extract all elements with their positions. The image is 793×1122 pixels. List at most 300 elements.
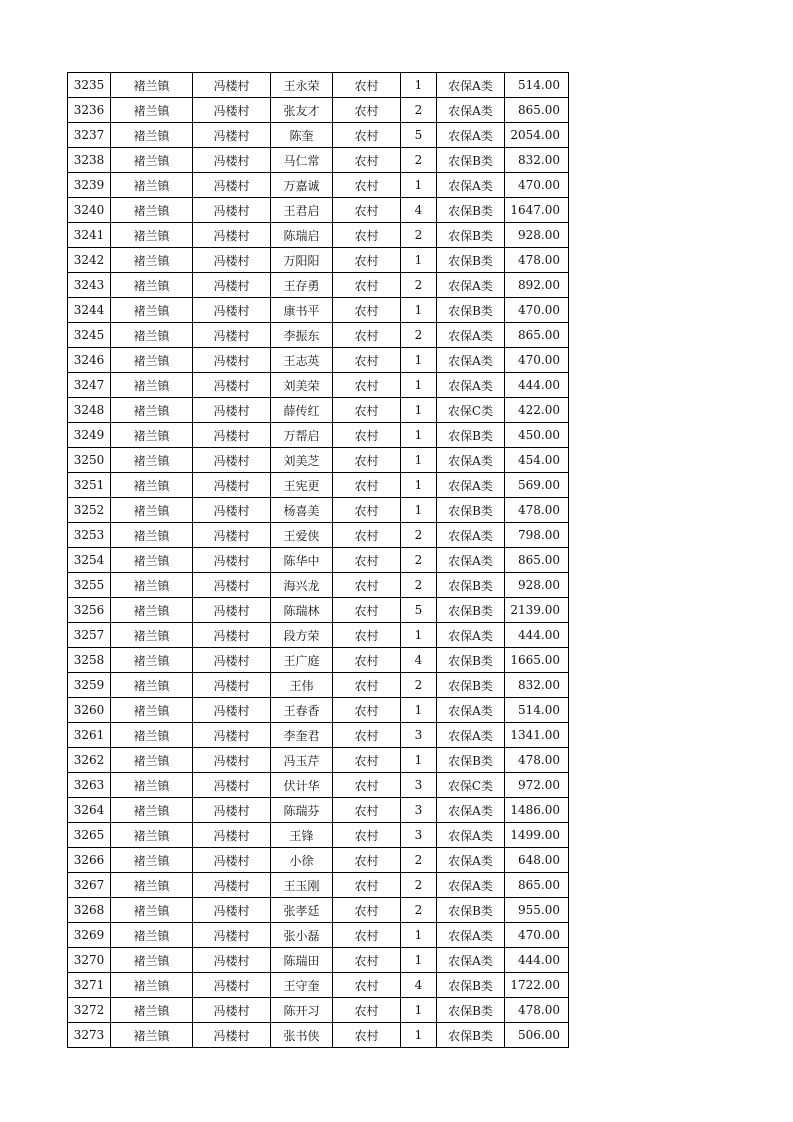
household-size-cell: 2	[401, 548, 437, 573]
household-type-cell: 农村	[333, 573, 401, 598]
amount-cell: 1486.00	[505, 798, 569, 823]
insurance-category-cell: 农保B类	[437, 148, 505, 173]
household-type-cell: 农村	[333, 423, 401, 448]
township-cell: 褚兰镇	[111, 923, 193, 948]
record-id-cell: 3240	[68, 198, 111, 223]
household-type-cell: 农村	[333, 548, 401, 573]
table-row	[68, 648, 569, 673]
amount-cell: 450.00	[505, 423, 569, 448]
amount-cell: 514.00	[505, 698, 569, 723]
name-cell: 王宪更	[271, 473, 333, 498]
name-cell: 王君启	[271, 198, 333, 223]
table-row	[68, 673, 569, 698]
name-cell: 小徐	[271, 848, 333, 873]
name-cell: 王志英	[271, 348, 333, 373]
record-id-cell: 3248	[68, 398, 111, 423]
table-row	[68, 373, 569, 398]
township-cell: 褚兰镇	[111, 698, 193, 723]
insurance-category-cell: 农保B类	[437, 748, 505, 773]
village-cell: 冯楼村	[193, 1023, 271, 1048]
amount-cell: 1499.00	[505, 823, 569, 848]
record-id-cell: 3266	[68, 848, 111, 873]
record-id-cell: 3252	[68, 498, 111, 523]
insurance-category-cell: 农保B类	[437, 998, 505, 1023]
household-size-cell: 1	[401, 448, 437, 473]
village-cell: 冯楼村	[193, 898, 271, 923]
household-size-cell: 1	[401, 423, 437, 448]
household-type-cell: 农村	[333, 473, 401, 498]
household-size-cell: 1	[401, 348, 437, 373]
table-row	[68, 298, 569, 323]
household-size-cell: 2	[401, 898, 437, 923]
household-type-cell: 农村	[333, 523, 401, 548]
household-type-cell: 农村	[333, 798, 401, 823]
village-cell: 冯楼村	[193, 448, 271, 473]
village-cell: 冯楼村	[193, 698, 271, 723]
record-id-cell: 3239	[68, 173, 111, 198]
township-cell: 褚兰镇	[111, 998, 193, 1023]
insurance-category-cell: 农保A类	[437, 623, 505, 648]
table-row	[68, 398, 569, 423]
household-size-cell: 2	[401, 98, 437, 123]
name-cell: 刘美芝	[271, 448, 333, 473]
table-row	[68, 948, 569, 973]
village-cell: 冯楼村	[193, 423, 271, 448]
table-row	[68, 423, 569, 448]
household-type-cell: 农村	[333, 923, 401, 948]
household-size-cell: 2	[401, 323, 437, 348]
record-id-cell: 3238	[68, 148, 111, 173]
insurance-category-cell: 农保B类	[437, 198, 505, 223]
household-type-cell: 农村	[333, 973, 401, 998]
record-id-cell: 3251	[68, 473, 111, 498]
insurance-category-cell: 农保B类	[437, 248, 505, 273]
amount-cell: 832.00	[505, 673, 569, 698]
table-row	[68, 723, 569, 748]
name-cell: 张小磊	[271, 923, 333, 948]
household-type-cell: 农村	[333, 323, 401, 348]
insurance-category-cell: 农保B类	[437, 648, 505, 673]
amount-cell: 972.00	[505, 773, 569, 798]
township-cell: 褚兰镇	[111, 73, 193, 98]
household-size-cell: 3	[401, 723, 437, 748]
record-id-cell: 3249	[68, 423, 111, 448]
township-cell: 褚兰镇	[111, 948, 193, 973]
village-cell: 冯楼村	[193, 273, 271, 298]
insurance-category-cell: 农保A类	[437, 98, 505, 123]
table-row	[68, 848, 569, 873]
village-cell: 冯楼村	[193, 823, 271, 848]
township-cell: 褚兰镇	[111, 198, 193, 223]
township-cell: 褚兰镇	[111, 1023, 193, 1048]
record-id-cell: 3265	[68, 823, 111, 848]
table-row	[68, 998, 569, 1023]
record-id-cell: 3262	[68, 748, 111, 773]
village-cell: 冯楼村	[193, 573, 271, 598]
amount-cell: 470.00	[505, 348, 569, 373]
name-cell: 张孝廷	[271, 898, 333, 923]
household-type-cell: 农村	[333, 248, 401, 273]
household-size-cell: 1	[401, 498, 437, 523]
record-id-cell: 3257	[68, 623, 111, 648]
record-id-cell: 3247	[68, 373, 111, 398]
township-cell: 褚兰镇	[111, 248, 193, 273]
household-size-cell: 2	[401, 523, 437, 548]
insurance-category-cell: 农保A类	[437, 948, 505, 973]
amount-cell: 470.00	[505, 173, 569, 198]
household-type-cell: 农村	[333, 698, 401, 723]
insurance-category-cell: 农保A类	[437, 873, 505, 898]
insurance-category-cell: 农保A类	[437, 698, 505, 723]
amount-cell: 928.00	[505, 573, 569, 598]
village-cell: 冯楼村	[193, 148, 271, 173]
household-type-cell: 农村	[333, 498, 401, 523]
table-row	[68, 898, 569, 923]
insurance-category-cell: 农保B类	[437, 1023, 505, 1048]
insurance-category-cell: 农保A类	[437, 73, 505, 98]
village-cell: 冯楼村	[193, 848, 271, 873]
village-cell: 冯楼村	[193, 498, 271, 523]
household-size-cell: 1	[401, 623, 437, 648]
village-cell: 冯楼村	[193, 198, 271, 223]
township-cell: 褚兰镇	[111, 98, 193, 123]
insurance-category-cell: 农保B类	[437, 498, 505, 523]
name-cell: 王伟	[271, 673, 333, 698]
township-cell: 褚兰镇	[111, 573, 193, 598]
household-size-cell: 1	[401, 73, 437, 98]
village-cell: 冯楼村	[193, 298, 271, 323]
insurance-category-cell: 农保A类	[437, 798, 505, 823]
township-cell: 褚兰镇	[111, 898, 193, 923]
record-id-cell: 3255	[68, 573, 111, 598]
name-cell: 康书平	[271, 298, 333, 323]
record-id-cell: 3256	[68, 598, 111, 623]
household-type-cell: 农村	[333, 823, 401, 848]
record-id-cell: 3263	[68, 773, 111, 798]
amount-cell: 478.00	[505, 498, 569, 523]
village-cell: 冯楼村	[193, 648, 271, 673]
insurance-category-cell: 农保B类	[437, 673, 505, 698]
insurance-category-cell: 农保B类	[437, 598, 505, 623]
amount-cell: 892.00	[505, 273, 569, 298]
name-cell: 王玉刚	[271, 873, 333, 898]
record-id-cell: 3272	[68, 998, 111, 1023]
household-type-cell: 农村	[333, 873, 401, 898]
amount-cell: 2139.00	[505, 598, 569, 623]
record-id-cell: 3267	[68, 873, 111, 898]
table-row	[68, 548, 569, 573]
insurance-category-cell: 农保A类	[437, 173, 505, 198]
household-size-cell: 1	[401, 1023, 437, 1048]
roster-table	[67, 72, 569, 1048]
household-type-cell: 农村	[333, 673, 401, 698]
table-row	[68, 323, 569, 348]
table-row	[68, 823, 569, 848]
township-cell: 褚兰镇	[111, 873, 193, 898]
household-size-cell: 5	[401, 123, 437, 148]
amount-cell: 422.00	[505, 398, 569, 423]
amount-cell: 478.00	[505, 748, 569, 773]
household-type-cell: 农村	[333, 348, 401, 373]
name-cell: 海兴龙	[271, 573, 333, 598]
record-id-cell: 3236	[68, 98, 111, 123]
amount-cell: 928.00	[505, 223, 569, 248]
village-cell: 冯楼村	[193, 373, 271, 398]
record-id-cell: 3260	[68, 698, 111, 723]
household-size-cell: 3	[401, 798, 437, 823]
record-id-cell: 3242	[68, 248, 111, 273]
table-row	[68, 98, 569, 123]
township-cell: 褚兰镇	[111, 598, 193, 623]
household-type-cell: 农村	[333, 98, 401, 123]
village-cell: 冯楼村	[193, 248, 271, 273]
record-id-cell: 3235	[68, 73, 111, 98]
insurance-category-cell: 农保A类	[437, 473, 505, 498]
household-size-cell: 1	[401, 398, 437, 423]
household-size-cell: 2	[401, 873, 437, 898]
household-type-cell: 农村	[333, 298, 401, 323]
name-cell: 王存勇	[271, 273, 333, 298]
insurance-category-cell: 农保B类	[437, 573, 505, 598]
name-cell: 陈瑞林	[271, 598, 333, 623]
amount-cell: 506.00	[505, 1023, 569, 1048]
table-row	[68, 348, 569, 373]
name-cell: 薛传红	[271, 398, 333, 423]
amount-cell: 865.00	[505, 98, 569, 123]
household-type-cell: 农村	[333, 998, 401, 1023]
amount-cell: 444.00	[505, 623, 569, 648]
record-id-cell: 3264	[68, 798, 111, 823]
household-type-cell: 农村	[333, 898, 401, 923]
table-row	[68, 873, 569, 898]
household-size-cell: 1	[401, 173, 437, 198]
name-cell: 马仁常	[271, 148, 333, 173]
name-cell: 陈奎	[271, 123, 333, 148]
township-cell: 褚兰镇	[111, 373, 193, 398]
record-id-cell: 3253	[68, 523, 111, 548]
household-size-cell: 2	[401, 673, 437, 698]
household-type-cell: 农村	[333, 398, 401, 423]
record-id-cell: 3254	[68, 548, 111, 573]
village-cell: 冯楼村	[193, 73, 271, 98]
amount-cell: 470.00	[505, 923, 569, 948]
household-size-cell: 1	[401, 998, 437, 1023]
household-type-cell: 农村	[333, 373, 401, 398]
village-cell: 冯楼村	[193, 673, 271, 698]
insurance-category-cell: 农保A类	[437, 723, 505, 748]
township-cell: 褚兰镇	[111, 348, 193, 373]
insurance-category-cell: 农保A类	[437, 448, 505, 473]
household-size-cell: 3	[401, 773, 437, 798]
insurance-category-cell: 农保B类	[437, 298, 505, 323]
household-type-cell: 农村	[333, 173, 401, 198]
household-size-cell: 1	[401, 748, 437, 773]
village-cell: 冯楼村	[193, 948, 271, 973]
amount-cell: 569.00	[505, 473, 569, 498]
record-id-cell: 3250	[68, 448, 111, 473]
table-row	[68, 598, 569, 623]
household-type-cell: 农村	[333, 948, 401, 973]
household-size-cell: 1	[401, 248, 437, 273]
insurance-category-cell: 农保A类	[437, 373, 505, 398]
township-cell: 褚兰镇	[111, 448, 193, 473]
name-cell: 万阳阳	[271, 248, 333, 273]
insurance-category-cell: 农保C类	[437, 773, 505, 798]
table-row	[68, 248, 569, 273]
table-row	[68, 698, 569, 723]
household-type-cell: 农村	[333, 73, 401, 98]
insurance-category-cell: 农保A类	[437, 123, 505, 148]
village-cell: 冯楼村	[193, 473, 271, 498]
name-cell: 王广庭	[271, 648, 333, 673]
name-cell: 刘美荣	[271, 373, 333, 398]
name-cell: 李振东	[271, 323, 333, 348]
record-id-cell: 3243	[68, 273, 111, 298]
village-cell: 冯楼村	[193, 748, 271, 773]
township-cell: 褚兰镇	[111, 648, 193, 673]
household-size-cell: 2	[401, 848, 437, 873]
household-type-cell: 农村	[333, 198, 401, 223]
table-row	[68, 773, 569, 798]
township-cell: 褚兰镇	[111, 473, 193, 498]
household-type-cell: 农村	[333, 1023, 401, 1048]
household-type-cell: 农村	[333, 448, 401, 473]
amount-cell: 444.00	[505, 948, 569, 973]
name-cell: 冯玉芹	[271, 748, 333, 773]
table-row	[68, 223, 569, 248]
household-type-cell: 农村	[333, 648, 401, 673]
record-id-cell: 3269	[68, 923, 111, 948]
name-cell: 王爱侠	[271, 523, 333, 548]
township-cell: 褚兰镇	[111, 798, 193, 823]
insurance-category-cell: 农保A类	[437, 548, 505, 573]
table-row	[68, 473, 569, 498]
insurance-category-cell: 农保A类	[437, 323, 505, 348]
insurance-category-cell: 农保B类	[437, 898, 505, 923]
township-cell: 褚兰镇	[111, 723, 193, 748]
table-row	[68, 148, 569, 173]
record-id-cell: 3271	[68, 973, 111, 998]
amount-cell: 865.00	[505, 323, 569, 348]
name-cell: 陈瑞田	[271, 948, 333, 973]
household-size-cell: 3	[401, 823, 437, 848]
insurance-category-cell: 农保C类	[437, 398, 505, 423]
table-row	[68, 498, 569, 523]
household-size-cell: 2	[401, 223, 437, 248]
table-row	[68, 73, 569, 98]
insurance-category-cell: 农保A类	[437, 823, 505, 848]
village-cell: 冯楼村	[193, 98, 271, 123]
insurance-category-cell: 农保A类	[437, 348, 505, 373]
village-cell: 冯楼村	[193, 623, 271, 648]
township-cell: 褚兰镇	[111, 673, 193, 698]
township-cell: 褚兰镇	[111, 973, 193, 998]
record-id-cell: 3244	[68, 298, 111, 323]
amount-cell: 648.00	[505, 848, 569, 873]
township-cell: 褚兰镇	[111, 523, 193, 548]
name-cell: 王永荣	[271, 73, 333, 98]
township-cell: 褚兰镇	[111, 423, 193, 448]
household-type-cell: 农村	[333, 148, 401, 173]
amount-cell: 1341.00	[505, 723, 569, 748]
village-cell: 冯楼村	[193, 173, 271, 198]
household-size-cell: 4	[401, 648, 437, 673]
insurance-category-cell: 农保A类	[437, 848, 505, 873]
household-type-cell: 农村	[333, 723, 401, 748]
household-type-cell: 农村	[333, 748, 401, 773]
record-id-cell: 3241	[68, 223, 111, 248]
household-size-cell: 1	[401, 923, 437, 948]
village-cell: 冯楼村	[193, 523, 271, 548]
insurance-category-cell: 农保B类	[437, 423, 505, 448]
record-id-cell: 3237	[68, 123, 111, 148]
township-cell: 褚兰镇	[111, 298, 193, 323]
township-cell: 褚兰镇	[111, 848, 193, 873]
township-cell: 褚兰镇	[111, 773, 193, 798]
village-cell: 冯楼村	[193, 973, 271, 998]
township-cell: 褚兰镇	[111, 273, 193, 298]
village-cell: 冯楼村	[193, 998, 271, 1023]
table-row	[68, 573, 569, 598]
record-id-cell: 3246	[68, 348, 111, 373]
table-row	[68, 923, 569, 948]
table-row	[68, 973, 569, 998]
household-size-cell: 4	[401, 973, 437, 998]
household-size-cell: 1	[401, 698, 437, 723]
table-row	[68, 173, 569, 198]
household-size-cell: 2	[401, 273, 437, 298]
table-row	[68, 523, 569, 548]
table-row	[68, 198, 569, 223]
village-cell: 冯楼村	[193, 123, 271, 148]
record-id-cell: 3273	[68, 1023, 111, 1048]
village-cell: 冯楼村	[193, 548, 271, 573]
township-cell: 褚兰镇	[111, 748, 193, 773]
record-id-cell: 3259	[68, 673, 111, 698]
household-size-cell: 4	[401, 198, 437, 223]
name-cell: 陈开习	[271, 998, 333, 1023]
household-type-cell: 农村	[333, 273, 401, 298]
name-cell: 张书侠	[271, 1023, 333, 1048]
record-id-cell: 3261	[68, 723, 111, 748]
township-cell: 褚兰镇	[111, 823, 193, 848]
township-cell: 褚兰镇	[111, 123, 193, 148]
amount-cell: 865.00	[505, 873, 569, 898]
name-cell: 张友才	[271, 98, 333, 123]
name-cell: 陈华中	[271, 548, 333, 573]
name-cell: 伏计华	[271, 773, 333, 798]
name-cell: 陈瑞芬	[271, 798, 333, 823]
village-cell: 冯楼村	[193, 798, 271, 823]
insurance-category-cell: 农保A类	[437, 923, 505, 948]
township-cell: 褚兰镇	[111, 498, 193, 523]
amount-cell: 478.00	[505, 998, 569, 1023]
name-cell: 杨喜美	[271, 498, 333, 523]
township-cell: 褚兰镇	[111, 398, 193, 423]
amount-cell: 470.00	[505, 298, 569, 323]
amount-cell: 955.00	[505, 898, 569, 923]
insurance-category-cell: 农保B类	[437, 973, 505, 998]
household-type-cell: 农村	[333, 223, 401, 248]
name-cell: 王春香	[271, 698, 333, 723]
table-row	[68, 448, 569, 473]
name-cell: 王锋	[271, 823, 333, 848]
record-id-cell: 3258	[68, 648, 111, 673]
record-id-cell: 3268	[68, 898, 111, 923]
amount-cell: 832.00	[505, 148, 569, 173]
village-cell: 冯楼村	[193, 223, 271, 248]
amount-cell: 1722.00	[505, 973, 569, 998]
